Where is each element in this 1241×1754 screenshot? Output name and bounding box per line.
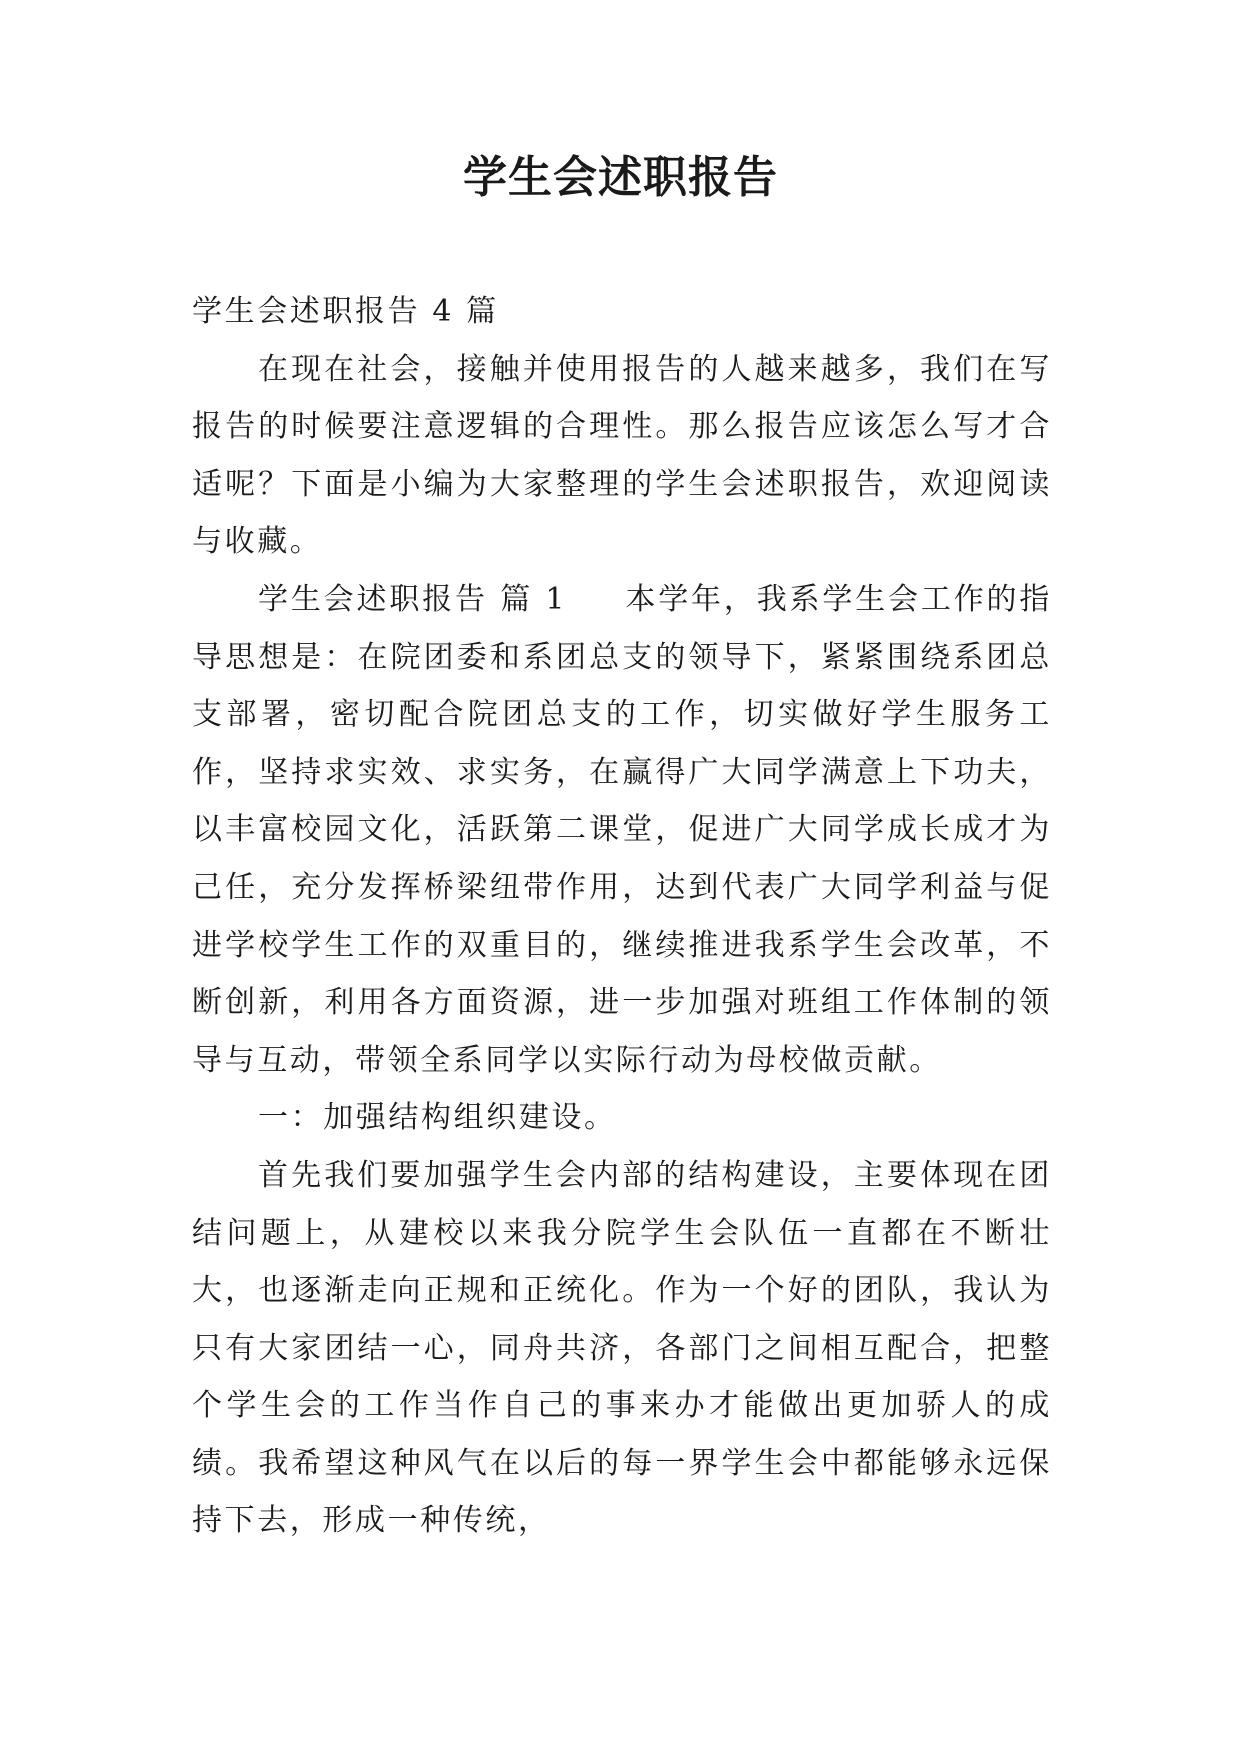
point-1-paragraph: 首先我们要加强学生会内部的结构建设，主要体现在团结问题上，从建校以来我分院学生会队伍一直都在不断壮大，也逐渐走向正规和正统化。作为一个好的团队，我认为只有大家团结一心，同舟共济，各部门之间相互配合，把整个学生会的工作当作自己的事来办才能做出更加骄人的成绩。我希望这种风气在以后的每一界学生会中都能够永远保持下去，形成一种传统，	[192, 1157, 1052, 1539]
section-1-body: 本学年，我系学生会工作的指导思想是：在院团委和系团总支的领导下，紧紧围绕系团总支部署，密切配合院团总支的工作，切实做好学生服务工作，坚持求实效、求实务，在赢得广大同学满意上下功夫，以丰富校园文化，活跃第二课堂，促进广大同学成长成才为己任，充分发挥桥梁纽带作用，达到代表广大同学利益与促进学校学生工作的双重目的，继续推进我系学生会改革，不断创新，利用各方面资源，进一步加强对班组工作体制的领导与互动，带领全系同学以实际行动为母校做贡献。	[192, 581, 1052, 1078]
point-1-heading: 一：加强结构组织建设。	[258, 1100, 617, 1136]
intro-paragraph: 在现在社会，接触并使用报告的人越来越多，我们在写报告的时候要注意逻辑的合理性。那么报告应该怎么写才合适呢？下面是小编为大家整理的学生会述职报告，欢迎阅读与收藏。	[192, 351, 1052, 560]
document-body	[192, 283, 1052, 1550]
document-title: 学生会述职报告	[463, 152, 778, 203]
section-1-heading: 学生会述职报告 篇 1	[258, 581, 568, 617]
document-subtitle: 学生会述职报告 4 篇	[192, 294, 499, 329]
section-1-paragraph	[192, 571, 1052, 1089]
